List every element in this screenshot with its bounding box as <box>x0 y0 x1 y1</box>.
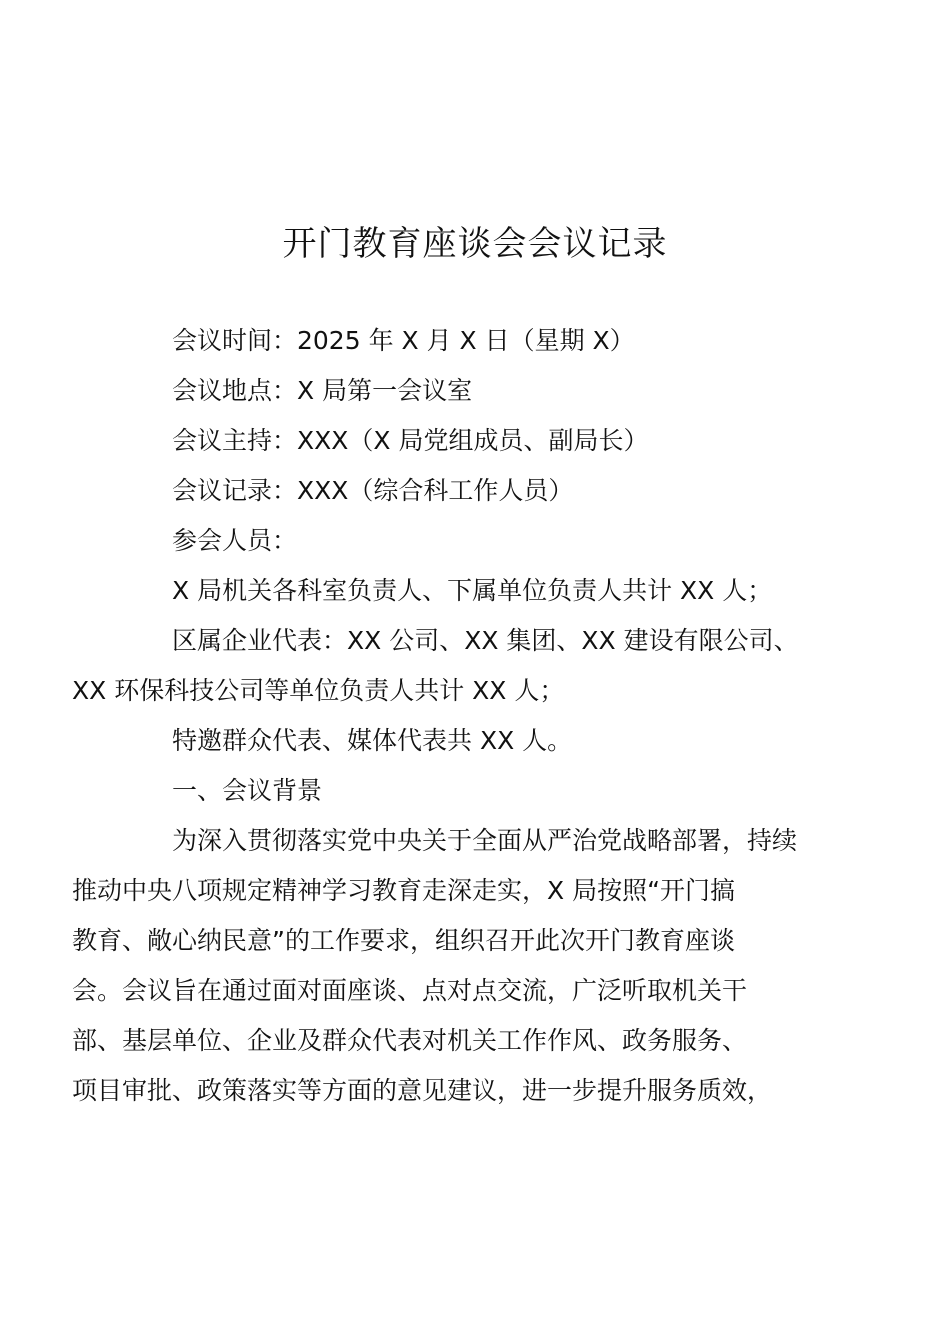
section-1-line: 推动中央八项规定精神学习教育走深走实，X 局按照“开门搞 <box>72 876 736 905</box>
section-1-line: 会。会议旨在通过面对面座谈、点对点交流，广泛听取机关干 <box>72 976 748 1005</box>
document-body <box>72 316 842 1116</box>
meeting-host: 会议主持：XXX（X 局党组成员、副局长） <box>172 426 649 455</box>
section-1-heading: 一、会议背景 <box>172 776 323 805</box>
section-1-line: 部、基层单位、企业及群众代表对机关工作作风、政务服务、 <box>72 1026 748 1055</box>
attendees-line-2a: 区属企业代表：XX 公司、XX 集团、XX 建设有限公司、 <box>172 626 799 655</box>
section-1-paragraph <box>72 816 842 1116</box>
meeting-location: 会议地点：X 局第一会议室 <box>172 376 473 405</box>
section-1-line: 教育、敞心纳民意”的工作要求，组织召开此次开门教育座谈 <box>72 926 735 955</box>
section-1-line: 项目审批、政策落实等方面的意见建议，进一步提升服务质效， <box>72 1076 773 1105</box>
meeting-time: 会议时间：2025 年 X 月 X 日（星期 X） <box>172 326 635 355</box>
section-1-line: 为深入贯彻落实党中央关于全面从严治党战略部署，持续 <box>172 826 798 855</box>
attendees-line-1: X 局机关各科室负责人、下属单位负责人共计 XX 人； <box>172 576 773 605</box>
attendees-line-2 <box>72 616 842 716</box>
document-title: 开门教育座谈会会议记录 <box>282 224 668 264</box>
attendees-label: 参会人员： <box>172 526 298 555</box>
meeting-recorder: 会议记录：XXX（综合科工作人员） <box>172 476 574 505</box>
attendees-line-3: 特邀群众代表、媒体代表共 XX 人。 <box>172 726 573 755</box>
attendees-line-2b: XX 环保科技公司等单位负责人共计 XX 人； <box>72 676 565 705</box>
